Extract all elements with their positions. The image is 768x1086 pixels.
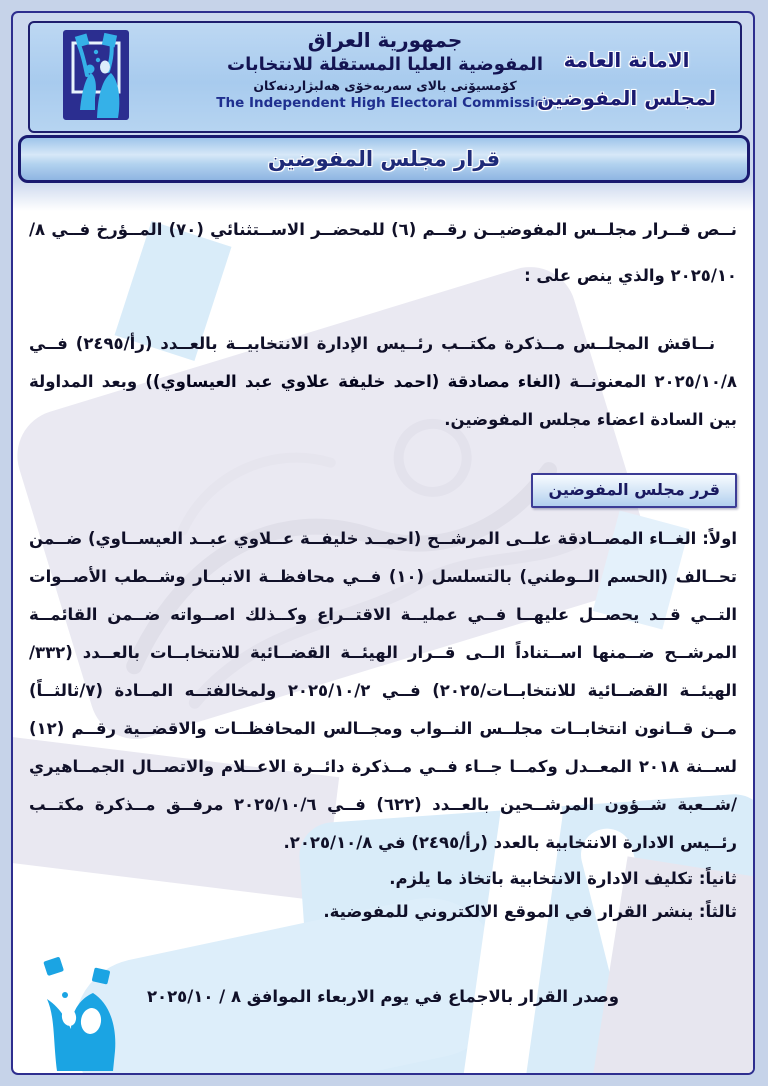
discussion-text-end: وبعد المداولة بين السادة اعضاء مجلس المفوضين. — [29, 372, 737, 429]
document-sheet — [11, 11, 755, 1075]
ihec-logo-icon — [63, 30, 129, 120]
org-identity — [216, 27, 553, 112]
discussion-paragraph — [29, 325, 737, 439]
secretariat-title — [537, 41, 716, 117]
secretariat-line2: لمجلس المفوضين — [537, 86, 716, 110]
org-name-kurdish: كۆمسيۆنى بالاى سەربەخۆى هەلبژاردنەكان — [253, 78, 517, 93]
document-title-banner — [18, 135, 750, 183]
document-body — [29, 189, 737, 1012]
decided-label-text: قرر مجلس المفوضين — [548, 480, 720, 499]
document-title: قرار مجلس المفوضين — [267, 147, 501, 171]
candidate-name-bold: (الغاء مصادقة (احمد خليفة علاوي عبد العيساوي)) — [145, 372, 562, 391]
clause-second: ثانياً: تكليف الادارة الانتخابية باتخاذ ما يلزم. — [389, 869, 737, 888]
decided-label — [531, 473, 737, 508]
org-name-arabic: المفوضية العليا المستقلة للانتخابات — [227, 54, 543, 75]
clause-third: ثالثاً: ينشر القرار في الموقع الالكتروني للمفوضية. — [323, 902, 737, 921]
org-name-english: The Independent High Electoral Commission — [216, 95, 554, 111]
discussion-text: نــاقش المجلــس مــذكرة مكتــب رئــيس الإدارة الانتخابيــة بالعــدد (رأ/٢٤٩٥) فــي ٢٠٢٥/١٠/٨ المعنونــة — [29, 334, 737, 391]
org-name-arabic-country: جمهورية العراق — [307, 28, 463, 52]
clause-first: اولاً: الغــاء المصــادقة علــى المرشــح (احمــد خليفــة عــلاوي عبــد العيســاوي) ضــمن تحــالف (الحسم الــوطني) بالتسلسل (١٠) فــي محافظــة الانبــار وشــطب الأصــوات التــي قــد يحصــل عليهــا فــي عمليــة الاقتــراع وكــذلك اصــواته ضــمن القائمــة المرشــح ضــمنها اســتناداً الــى قــرار الهيئــة القضــائية للانتخابــات بالعــدد (٣٣٢/الهيئــة القضــائية للانتخابــات/٢٠٢٥) فــي ٢٠٢٥/١٠/٢ ولمخالفتــه المــادة (٧/ثالثــاً) مــن قــانون انتخابــات مجلــس النــواب ومجــالس المحافظــات والاقضــية رقــم (١٢) لســنة ٢٠١٨ المعــدل وكمــا جــاء فــي مــذكرة دائــرة الاعــلام والاتصــال الجمــاهيري /شــعبة شــؤون المرشــحين بالعــدد (٦٢٢) فــي ٢٠٢٥/١٠/٦ مرفــق مــذكرة مكتــب رئــيس الادارة الانتخابية بالعدد (رأ/٢٤٩٥) في ٢٠٢٥/١٠/٨. — [29, 529, 737, 852]
intro-paragraph: نــص قــرار مجلــس المفوضيــن رقــم (٦) للمحضــر الاســتثنائي (٧٠) المــؤرخ فــي ٨/ ٢٠٢٥/١٠ والذي ينص على : — [29, 220, 737, 285]
letterhead — [28, 21, 742, 133]
closing-statement: وصدر القرار بالاجماع في يوم الاربعاء الموافق ٨ / ٢٠٢٥/١٠ — [146, 987, 620, 1006]
secretariat-line1: الامانة العامة — [563, 48, 690, 72]
